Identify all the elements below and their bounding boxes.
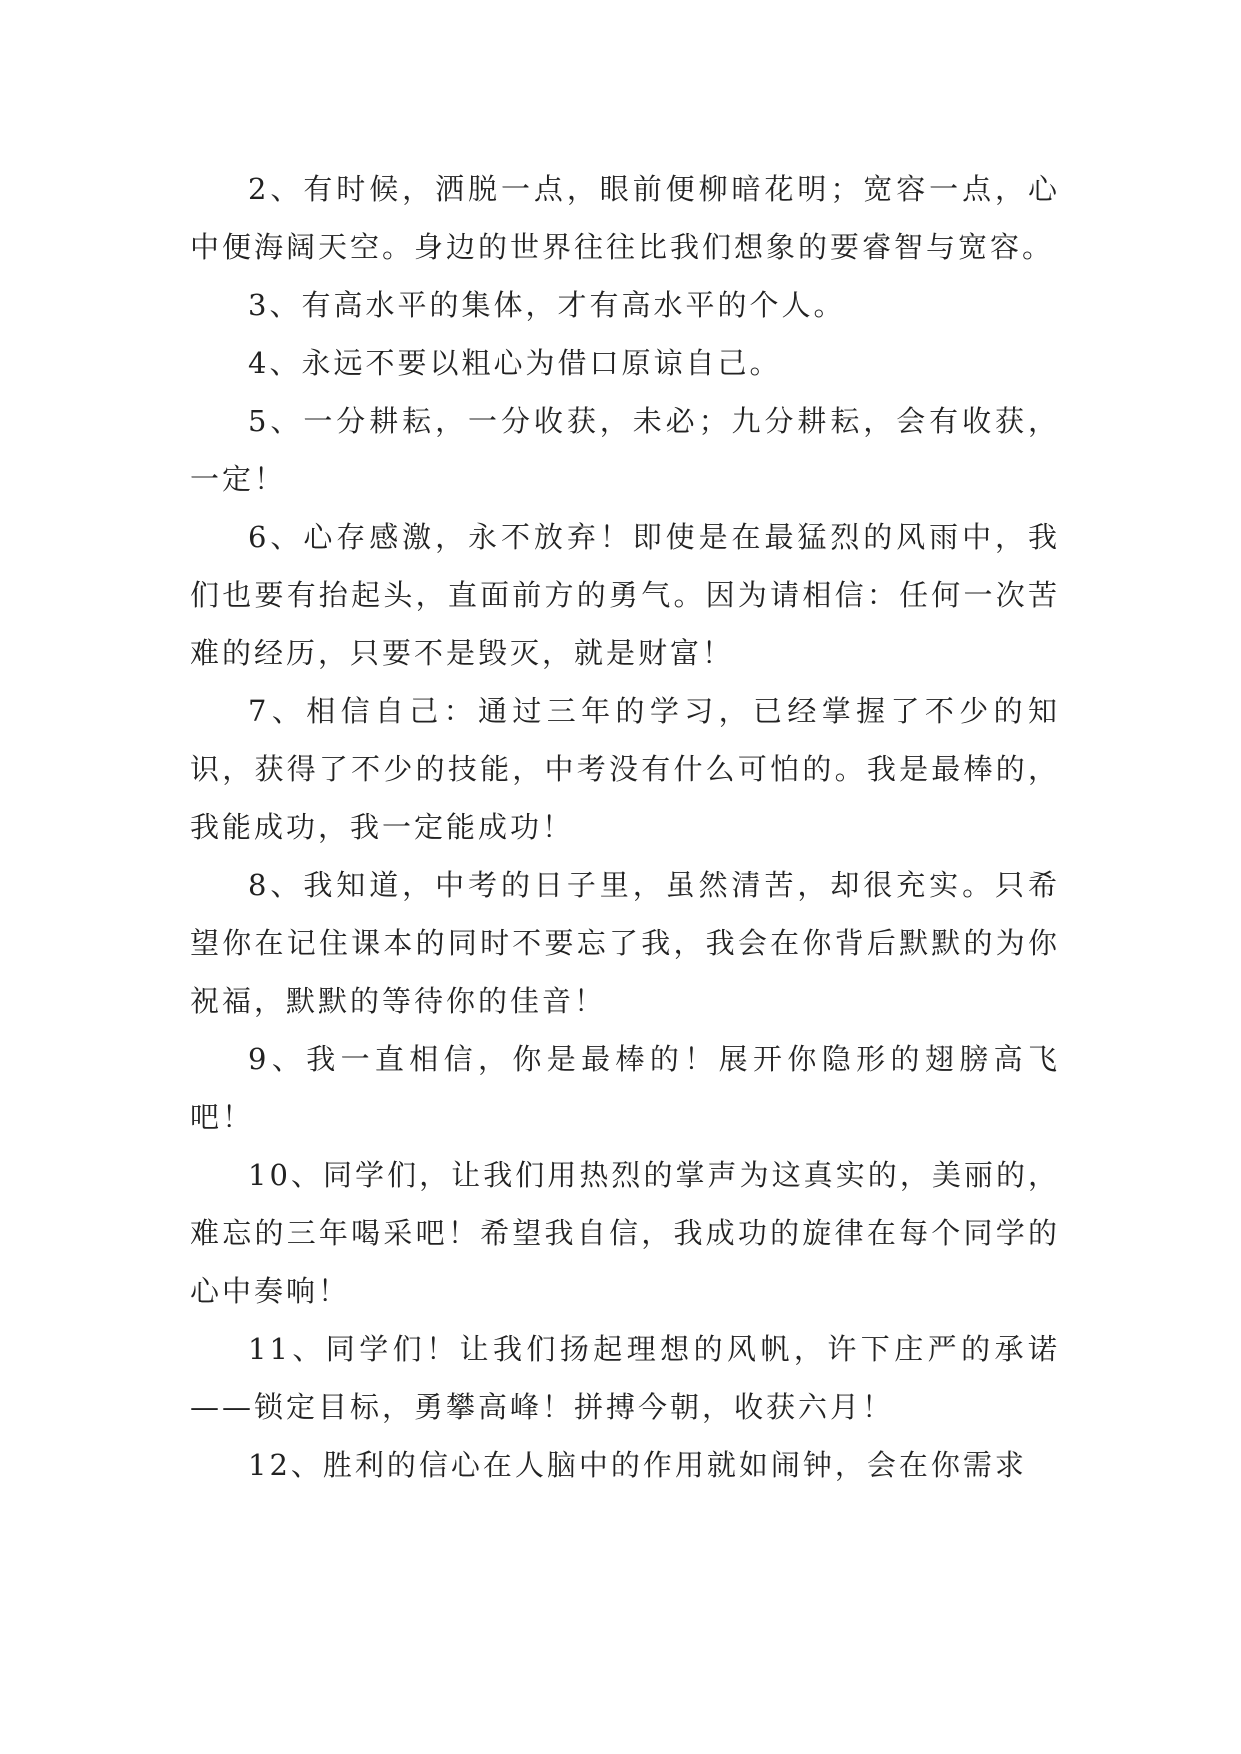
document-body	[190, 160, 1060, 1494]
paragraph-7: 7、相信自己：通过三年的学习，已经掌握了不少的知识，获得了不少的技能，中考没有什么可怕的。我是最棒的，我能成功，我一定能成功！	[190, 694, 1060, 844]
paragraph-6: 6、心存感激，永不放弃！即使是在最猛烈的风雨中，我们也要有抬起头，直面前方的勇气。因为请相信：任何一次苦难的经历，只要不是毁灭，就是财富！	[190, 520, 1060, 670]
paragraph-2: 2、有时候，洒脱一点，眼前便柳暗花明；宽容一点，心中便海阔天空。身边的世界往往比我们想象的要睿智与宽容。	[190, 172, 1060, 264]
paragraph-8: 8、我知道，中考的日子里，虽然清苦，却很充实。只希望你在记住课本的同时不要忘了我，我会在你背后默默的为你祝福，默默的等待你的佳音！	[190, 868, 1060, 1018]
paragraph-11: 11、同学们！让我们扬起理想的风帆，许下庄严的承诺——锁定目标，勇攀高峰！拼搏今朝，收获六月！	[190, 1332, 1060, 1424]
paragraph-9: 9、我一直相信，你是最棒的！展开你隐形的翅膀高飞吧！	[190, 1042, 1060, 1134]
paragraph-5: 5、一分耕耘，一分收获，未必；九分耕耘，会有收获，一定！	[190, 404, 1060, 496]
paragraph-12: 12、胜利的信心在人脑中的作用就如闹钟，会在你需求	[248, 1448, 1027, 1482]
paragraph-10: 10、同学们，让我们用热烈的掌声为这真实的，美丽的，难忘的三年喝采吧！希望我自信，我成功的旋律在每个同学的心中奏响！	[190, 1158, 1060, 1308]
paragraph-3: 3、有高水平的集体，才有高水平的个人。	[248, 288, 846, 322]
paragraph-4: 4、永远不要以粗心为借口原谅自己。	[248, 346, 782, 380]
